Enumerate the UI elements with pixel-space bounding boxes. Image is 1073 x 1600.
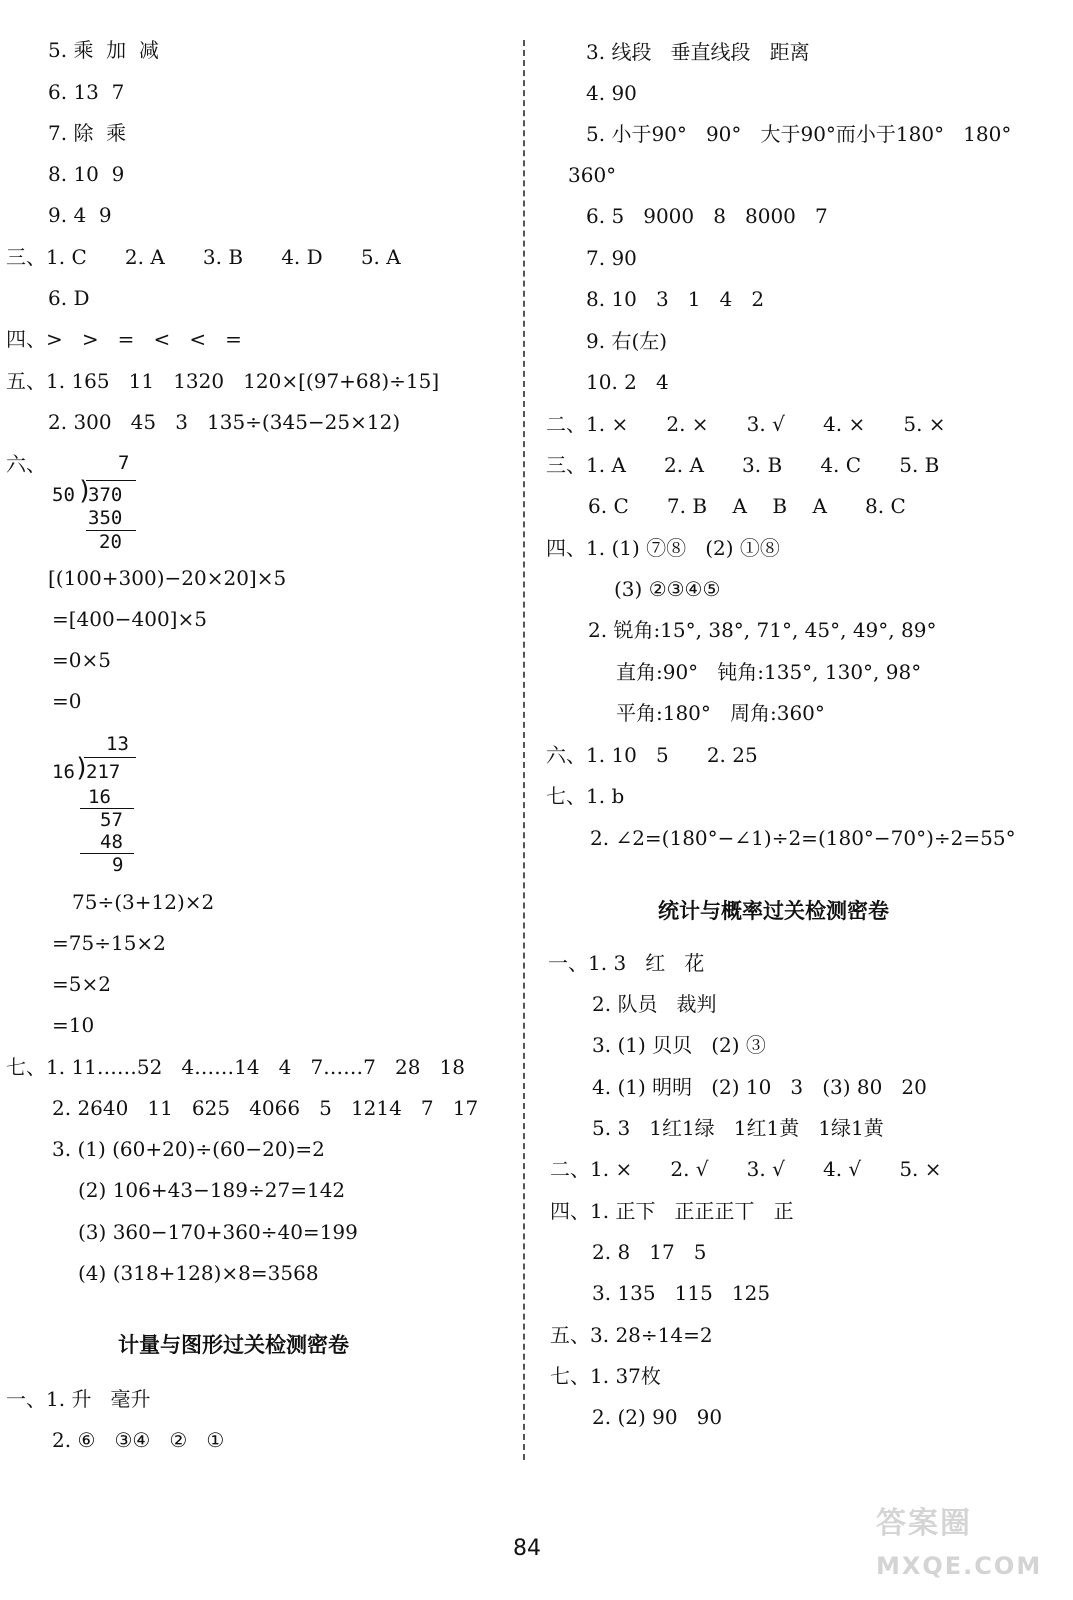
answer-line: 5. 3 1红1绿 1红1黄 1绿1黄 — [592, 1116, 884, 1140]
answer-line: 7. 90 — [586, 246, 637, 270]
division-remainder: 20 — [99, 531, 122, 553]
calc-line: =0×5 — [52, 648, 111, 672]
answer-line: 2. ∠2=(180°−∠1)÷2=(180°−70°)÷2=55° — [590, 826, 1016, 850]
division-divisor: 16 — [52, 761, 75, 783]
calc-line: =0 — [52, 689, 82, 713]
division-remainder: 9 — [112, 854, 124, 876]
division-quotient: 7 — [118, 452, 130, 474]
answer-line: (2) 106+43−189÷27=142 — [78, 1178, 346, 1202]
answer-line: 6. C 7. B A B A 8. C — [588, 494, 906, 518]
division-partial: 57 — [100, 809, 123, 831]
answer-line: 三、1. C 2. A 3. B 4. D 5. A — [6, 245, 401, 269]
answer-line: 9. 4 9 — [48, 203, 112, 227]
section-title: 统计与概率过关检测密卷 — [658, 899, 889, 923]
section-title: 计量与图形过关检测密卷 — [118, 1333, 349, 1357]
answer-line: 2. 8 17 5 — [592, 1240, 707, 1264]
answer-line: 2. 队员 裁判 — [592, 992, 717, 1016]
answer-line: 5. 乘 加 减 — [48, 38, 159, 62]
division-product: 16 — [88, 786, 111, 808]
answer-line: 3. 线段 垂直线段 距离 — [586, 40, 810, 64]
division-bar — [84, 757, 136, 758]
answer-line: (3) ②③④⑤ — [614, 577, 721, 601]
division-bar — [86, 480, 136, 481]
answer-line: 四、1. 正下 正正正丅 正 — [550, 1199, 794, 1223]
answer-line: 10. 2 4 — [586, 370, 669, 394]
answer-line: 一、1. 升 毫升 — [6, 1387, 151, 1411]
answer-line: 平角:180° 周角:360° — [616, 701, 825, 725]
answer-line: 2. (2) 90 90 — [592, 1405, 723, 1429]
answer-line: 2. 锐角:15°, 38°, 71°, 45°, 49°, 89° — [588, 618, 937, 642]
answer-line: 2. ⑥ ③④ ② ① — [52, 1428, 225, 1452]
answer-line: 二、1. × 2. √ 3. √ 4. √ 5. × — [550, 1157, 942, 1181]
answer-line: 4. 90 — [586, 81, 637, 105]
column-divider — [523, 40, 525, 1460]
division-divisor: 50 — [52, 484, 75, 506]
answer-line: 360° — [568, 163, 617, 187]
division-dividend: 217 — [86, 761, 121, 783]
calc-line: =75÷15×2 — [52, 931, 166, 955]
calc-line: =5×2 — [52, 972, 111, 996]
division-bracket: ) — [74, 753, 90, 783]
answer-line: 五、3. 28÷14=2 — [550, 1323, 713, 1347]
answer-line: (3) 360−170+360÷40=199 — [78, 1220, 358, 1244]
answer-line: 三、1. A 2. A 3. B 4. C 5. B — [546, 453, 940, 477]
answer-line: 8. 10 3 1 4 2 — [586, 287, 765, 311]
answer-line: 9. 右(左) — [586, 329, 668, 353]
answer-line: 4. (1) 明明 (2) 10 3 (3) 80 20 — [592, 1075, 927, 1099]
answer-line: 3. (1) 贝贝 (2) ③ — [592, 1033, 766, 1057]
answer-line: 2. 300 45 3 135÷(345−25×12) — [48, 410, 401, 434]
watermark-url: MXQE.COM — [876, 1552, 1043, 1580]
answer-line: 直角:90° 钝角:135°, 130°, 98° — [616, 660, 922, 684]
division-product: 350 — [88, 507, 123, 529]
answer-line: 六、 — [6, 452, 46, 476]
division-rule — [80, 853, 134, 854]
page-number: 84 — [513, 1536, 541, 1561]
division-product: 48 — [100, 831, 123, 853]
division-dividend: 370 — [88, 484, 123, 506]
calc-line: [(100+300)−20×20]×5 — [48, 566, 287, 590]
answer-line: 5. 小于90° 90° 大于90°而小于180° 180° — [586, 122, 1012, 146]
watermark-logo: 答案圈 — [876, 1506, 972, 1541]
answer-line: (4) (318+128)×8=3568 — [78, 1261, 319, 1285]
division-quotient: 13 — [106, 733, 129, 755]
answer-line: 6. D — [48, 286, 90, 310]
calc-line: =[400−400]×5 — [52, 607, 207, 631]
answer-line: 七、1. 37枚 — [550, 1364, 661, 1388]
answer-line: 七、1. b — [546, 784, 625, 808]
answer-line: 3. 135 115 125 — [592, 1281, 771, 1305]
answer-line: 8. 10 9 — [48, 162, 125, 186]
division-bracket: ) — [77, 476, 93, 506]
calc-line: =10 — [52, 1013, 95, 1037]
answer-line: 四、1. (1) ⑦⑧ (2) ①⑧ — [546, 536, 780, 560]
answer-line: 6. 5 9000 8 8000 7 — [586, 204, 828, 228]
answer-line: 一、1. 3 红 花 — [548, 951, 705, 975]
answer-line: 二、1. × 2. × 3. √ 4. × 5. × — [546, 412, 946, 436]
answer-line: 六、1. 10 5 2. 25 — [546, 743, 758, 767]
answer-line: 2. 2640 11 625 4066 5 1214 7 17 — [52, 1096, 479, 1120]
answer-line: 五、1. 165 11 1320 120×[(97+68)÷15] — [6, 369, 440, 393]
answer-line: 七、1. 11……52 4……14 4 7……7 28 18 — [6, 1055, 465, 1079]
calc-line: 75÷(3+12)×2 — [72, 890, 215, 914]
answer-line: 3. (1) (60+20)÷(60−20)=2 — [52, 1137, 325, 1161]
answer-line: 6. 13 7 — [48, 80, 125, 104]
answer-line: 7. 除 乘 — [48, 121, 127, 145]
answer-line: 四、> > = < < = — [6, 327, 242, 351]
